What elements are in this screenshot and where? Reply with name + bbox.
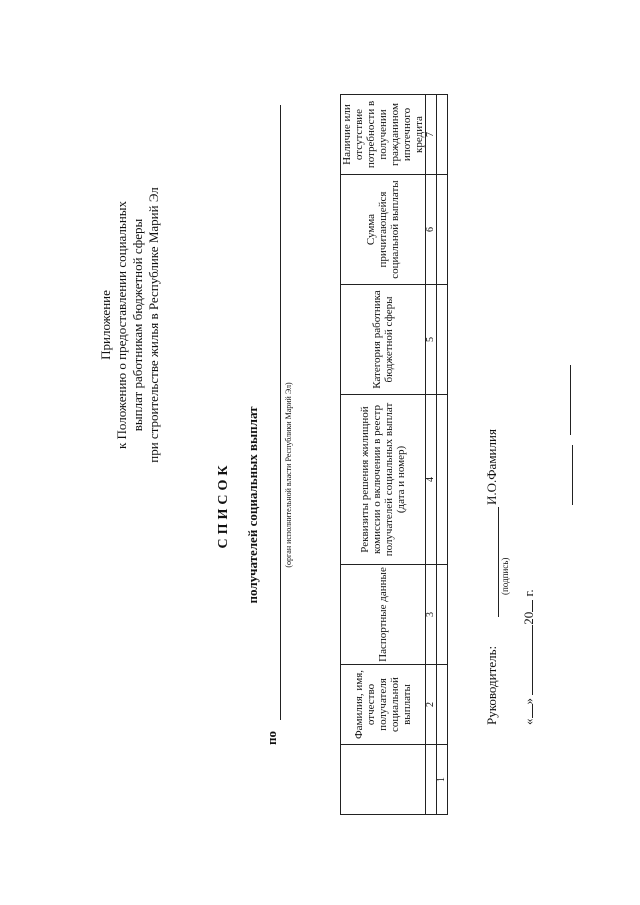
header-cell-full-name: Фамилия, имя, отчество получателя социальной выплаты <box>341 665 426 745</box>
header-cell-commission-decision: Реквизиты решения жилищной комиссии о включении в реестр получателей социальных выплат (дата и номер) <box>341 395 426 565</box>
date-year-blank <box>520 600 533 612</box>
table-cell <box>437 175 448 285</box>
column-number-4: 4 <box>426 395 437 565</box>
table-cell <box>437 395 448 565</box>
appendix-line-2: к Положению о предоставлении социальных <box>114 200 129 450</box>
authority-field-label: по <box>264 731 279 745</box>
document-subtitle: получателей социальных выплат <box>245 406 260 604</box>
header-cell-passport: Паспортные данные <box>341 565 426 665</box>
date-field <box>520 589 537 725</box>
header-cell-mortgage-need: Наличие или отсутствие потребности в получении гражданином ипотечного кредита <box>341 95 426 175</box>
divider-line <box>570 365 571 435</box>
authority-field-caption: (орган исполнительной власти Республики Марий Эл) <box>284 382 293 568</box>
signature-line <box>498 507 499 617</box>
date-close-quote: » <box>521 698 536 705</box>
header-cell-amount: Сумма причитающейся социальной выплаты <box>341 175 426 285</box>
column-number-7: 7 <box>426 95 437 175</box>
table-cell <box>437 665 448 745</box>
date-year-prefix: 20 <box>521 611 536 625</box>
divider-line <box>572 445 573 505</box>
column-number-3: 3 <box>426 565 437 665</box>
signature-caption: (подпись) <box>500 557 510 595</box>
appendix-line-1: Приложение <box>98 290 113 360</box>
director-label: Руководитель: <box>484 645 499 725</box>
table-row <box>437 95 448 815</box>
date-month-blank <box>520 625 533 695</box>
authority-field <box>260 105 284 745</box>
signature-block <box>480 165 520 725</box>
header-cell-category: Категория работника бюджетной сферы <box>341 285 426 395</box>
table-column-numbers-row <box>426 95 437 815</box>
document-title: СПИСОК <box>216 461 231 549</box>
appendix-line-4: при строительстве жилья в Республике Марий Эл <box>146 187 161 463</box>
table-cell <box>437 285 448 395</box>
appendix-header <box>98 105 162 545</box>
appendix-line-3: выплат работникам бюджетной сферы <box>130 218 145 432</box>
recipients-table <box>340 94 448 815</box>
table-cell <box>437 95 448 175</box>
table-header-row <box>341 95 426 815</box>
authority-field-line <box>280 105 281 720</box>
table-cell <box>437 565 448 665</box>
date-open-quote: « <box>521 718 536 725</box>
header-cell-row-number <box>341 745 426 815</box>
date-day-blank <box>520 705 533 719</box>
column-number-5: 5 <box>426 285 437 395</box>
column-number-1 <box>426 745 437 815</box>
column-number-6: 6 <box>426 175 437 285</box>
date-suffix: г. <box>521 589 536 597</box>
column-number-2: 2 <box>426 665 437 745</box>
row-number-cell: 1 <box>437 745 448 815</box>
director-name: И.О.Фамилия <box>484 429 499 505</box>
